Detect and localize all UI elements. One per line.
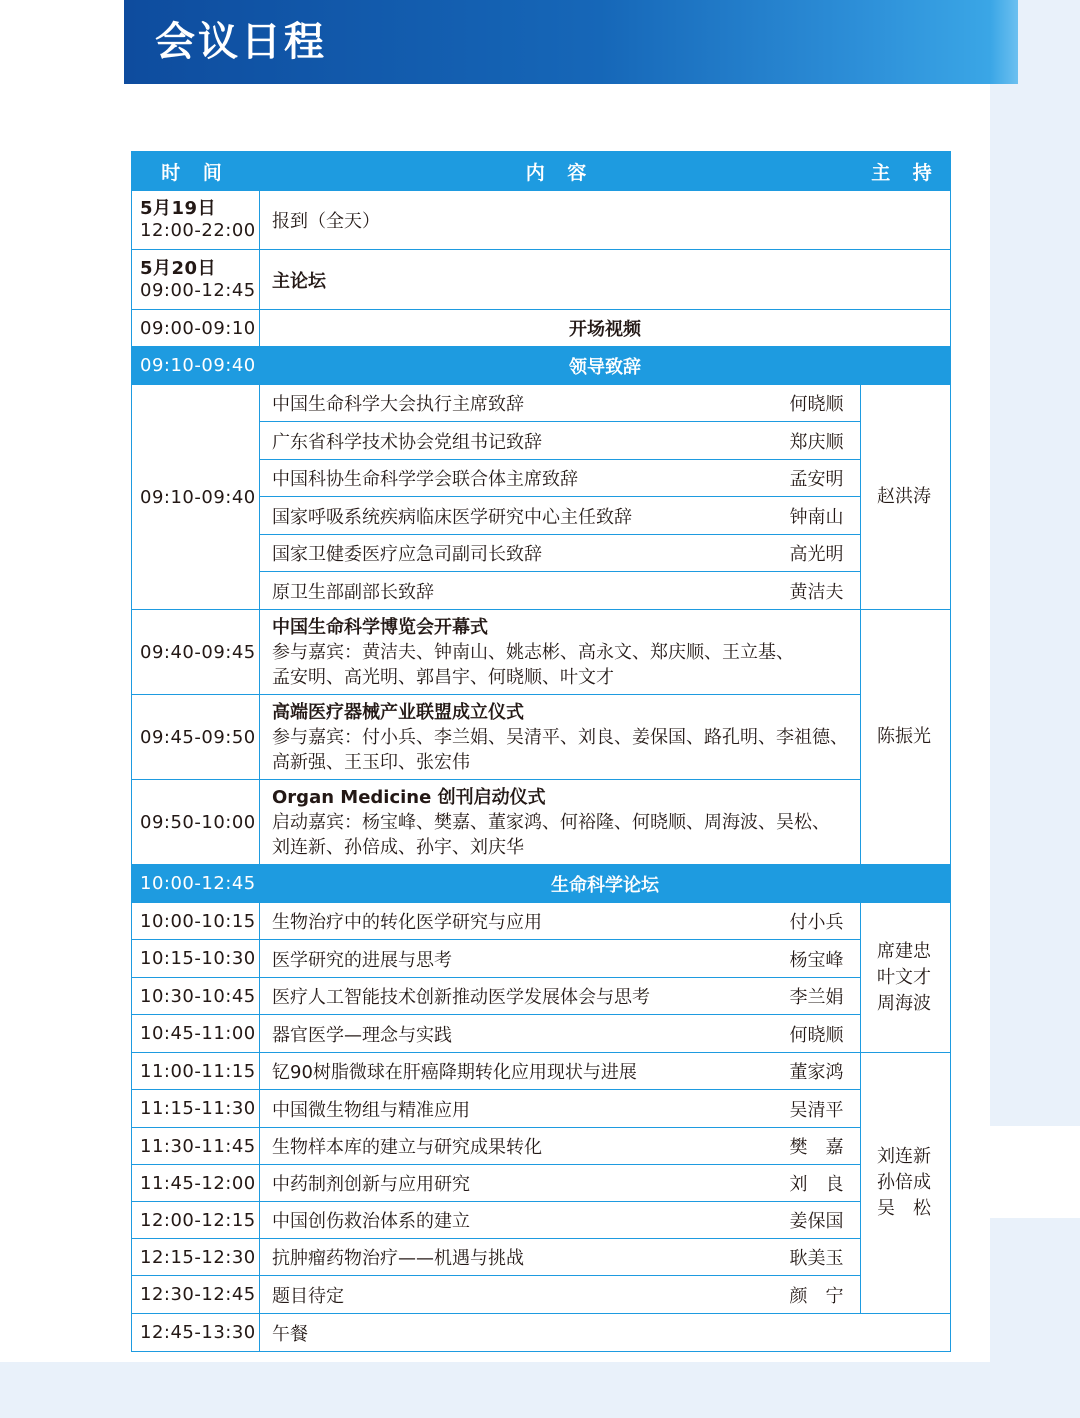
speaker-name: 姜保国 [786, 1202, 861, 1239]
page-title: 会议日程 [155, 19, 327, 65]
time-cell: 09:00-09:10 [132, 310, 260, 347]
host-cell [861, 1053, 951, 1314]
talk-title: 钇90树脂微球在肝癌降期转化应用现状与进展 [260, 1053, 786, 1090]
talk-title: 生物样本库的建立与研究成果转化 [260, 1128, 786, 1165]
time-cell: 11:15-11:30 [132, 1090, 260, 1128]
table-row [132, 310, 951, 347]
host-name: 席建忠 [877, 940, 931, 962]
host-name: 周海波 [877, 992, 931, 1014]
time-cell: 09:40-09:45 [132, 610, 260, 695]
guest-line: 孟安明、高光明、郭昌宇、何晓顺、叶文才 [272, 666, 614, 688]
speaker-name: 杨宝峰 [786, 940, 861, 978]
host-name: 叶文才 [877, 966, 931, 988]
table-row [132, 780, 951, 865]
content-cell: 开场视频 [260, 310, 951, 347]
time-cell: 09:10-09:40 [132, 347, 260, 385]
table-row [132, 1239, 951, 1276]
speech-title: 中国生命科学大会执行主席致辞 [260, 385, 786, 422]
time-cell: 12:30-12:45 [132, 1276, 260, 1314]
guest-line: 参与嘉宾：付小兵、李兰娟、吴清平、刘良、姜保国、路孔明、李祖德、 [272, 726, 848, 748]
speaker-name: 李兰娟 [786, 978, 861, 1015]
table-row [132, 1015, 951, 1053]
table-row [132, 610, 951, 695]
speaker-name: 钟南山 [786, 497, 861, 535]
time-cell: 11:00-11:15 [132, 1053, 260, 1090]
table-header-row [132, 152, 951, 191]
talk-title: 中药制剂创新与应用研究 [260, 1165, 786, 1202]
time-cell: 11:30-11:45 [132, 1128, 260, 1165]
time-cell: 10:15-10:30 [132, 940, 260, 978]
speaker-name: 高光明 [786, 535, 861, 572]
table-row [132, 385, 951, 422]
right-decor-band [990, 0, 1080, 1126]
speech-title: 广东省科学技术协会党组书记致辞 [260, 422, 786, 460]
speaker-name: 樊 嘉 [786, 1128, 861, 1165]
time-cell: 09:10-09:40 [132, 385, 260, 610]
host-cell: 陈振光 [861, 610, 951, 865]
speech-title: 国家卫健委医疗应急司副司长致辞 [260, 535, 786, 572]
talk-title: 器官医学—理念与实践 [260, 1015, 786, 1053]
schedule-table [131, 151, 951, 1352]
time-label: 09:00-12:45 [140, 279, 256, 301]
date-label: 5月20日 [140, 257, 217, 279]
table-row [132, 978, 951, 1015]
content-cell: 主论坛 [260, 250, 951, 310]
host-name: 孙倍成 [877, 1172, 931, 1193]
time-cell: 12:00-12:15 [132, 1202, 260, 1239]
speaker-name: 何晓顺 [786, 385, 861, 422]
talk-title: 医疗人工智能技术创新推动医学发展体会与思考 [260, 978, 786, 1015]
time-cell: 10:00-12:45 [132, 865, 260, 903]
time-cell: 10:30-10:45 [132, 978, 260, 1015]
speaker-name: 耿美玉 [786, 1239, 861, 1276]
talk-title: 医学研究的进展与思考 [260, 940, 786, 978]
talk-title: 中国微生物组与精准应用 [260, 1090, 786, 1128]
time-cell: 09:50-10:00 [132, 780, 260, 865]
ceremony-cell [260, 695, 861, 780]
time-cell: 12:15-12:30 [132, 1239, 260, 1276]
title-banner-tail [990, 0, 1018, 84]
speech-title: 中国科协生命科学学会联合体主席致辞 [260, 460, 786, 497]
speaker-name: 付小兵 [786, 903, 861, 940]
speech-title: 国家呼吸系统疾病临床医学研究中心主任致辞 [260, 497, 786, 535]
host-name: 刘连新 [877, 1146, 931, 1167]
section-title: 生命科学论坛 [260, 865, 951, 903]
header-content: 内 容 [260, 152, 861, 191]
section-band-row [132, 865, 951, 903]
table-row [132, 1128, 951, 1165]
time-cell: 09:45-09:50 [132, 695, 260, 780]
header-host: 主 持 [861, 152, 951, 191]
section-title: 领导致辞 [260, 347, 951, 385]
table-row [132, 1276, 951, 1314]
ceremony-title: 中国生命科学博览会开幕式 [272, 616, 488, 638]
guest-line: 高新强、王玉印、张宏伟 [272, 751, 470, 773]
guest-line: 刘连新、孙倍成、孙宇、刘庆华 [272, 836, 524, 858]
content-cell: 报到（全天） [260, 191, 951, 250]
header-time: 时 间 [132, 152, 260, 191]
time-cell: 10:45-11:00 [132, 1015, 260, 1053]
table-row [132, 250, 951, 310]
speaker-name: 吴清平 [786, 1090, 861, 1128]
table-row [132, 940, 951, 978]
ceremony-title: 高端医疗器械产业联盟成立仪式 [272, 701, 524, 723]
speaker-name: 郑庆顺 [786, 422, 861, 460]
time-cell [132, 250, 260, 310]
speaker-name: 董家鸿 [786, 1053, 861, 1090]
talk-title: 生物治疗中的转化医学研究与应用 [260, 903, 786, 940]
host-name: 吴 松 [877, 1198, 931, 1219]
time-cell [132, 191, 260, 250]
speaker-name: 黄洁夫 [786, 572, 861, 610]
content-cell: 午餐 [260, 1314, 951, 1352]
table-row [132, 1165, 951, 1202]
ceremony-cell [260, 610, 861, 695]
talk-title: 中国创伤救治体系的建立 [260, 1202, 786, 1239]
table-row [132, 191, 951, 250]
guest-line: 启动嘉宾：杨宝峰、樊嘉、董家鸿、何裕隆、何晓顺、周海波、吴松、 [272, 811, 830, 833]
table-row [132, 695, 951, 780]
host-cell [861, 903, 951, 1053]
time-label: 12:00-22:00 [140, 220, 256, 241]
table-row [132, 1053, 951, 1090]
table-row [132, 1314, 951, 1352]
table-row [132, 903, 951, 940]
talk-title: 抗肿瘤药物治疗——机遇与挑战 [260, 1239, 786, 1276]
table-row [132, 1090, 951, 1128]
guest-line: 参与嘉宾：黄洁夫、钟南山、姚志彬、高永文、郑庆顺、王立基、 [272, 641, 794, 663]
speaker-name: 颜 宁 [786, 1276, 861, 1314]
host-cell: 赵洪涛 [861, 385, 951, 610]
date-label: 5月19日 [140, 198, 217, 219]
section-band-row [132, 347, 951, 385]
ceremony-title: Organ Medicine 创刊启动仪式 [272, 786, 546, 808]
bottom-decor-band [0, 1362, 1080, 1418]
time-cell: 11:45-12:00 [132, 1165, 260, 1202]
talk-title: 题目待定 [260, 1276, 786, 1314]
speaker-name: 何晓顺 [786, 1015, 861, 1053]
speech-title: 原卫生部副部长致辞 [260, 572, 786, 610]
speaker-name: 刘 良 [786, 1165, 861, 1202]
table-row [132, 1202, 951, 1239]
time-cell: 10:00-10:15 [132, 903, 260, 940]
speaker-name: 孟安明 [786, 460, 861, 497]
ceremony-cell [260, 780, 861, 865]
time-cell: 12:45-13:30 [132, 1314, 260, 1352]
